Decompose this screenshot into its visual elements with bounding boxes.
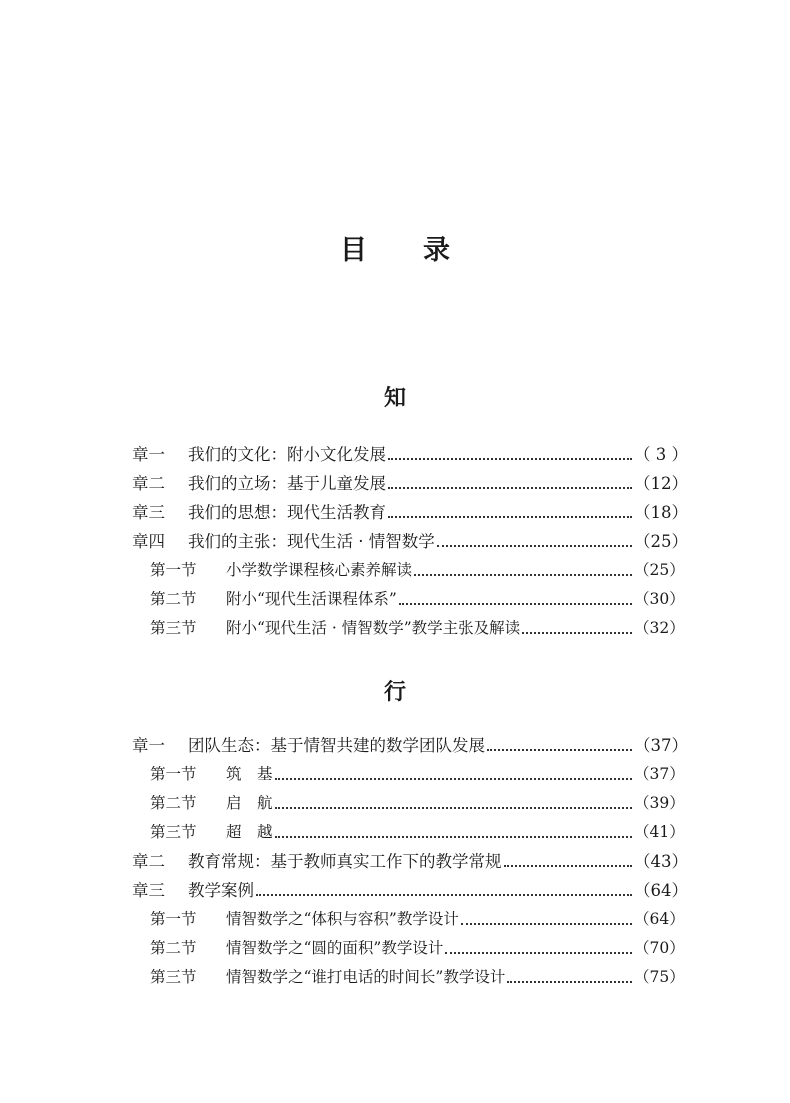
entry-page: （75） <box>634 968 685 986</box>
entry-number: 章二 <box>132 852 165 871</box>
entry-title: 超 越 <box>226 823 273 841</box>
entry-page: （32） <box>634 619 685 637</box>
entry-page: （18） <box>634 503 688 522</box>
entry-number: 第一节 <box>150 561 197 579</box>
entry-number: 第二节 <box>150 939 197 957</box>
toc-part-zhi <box>132 440 688 643</box>
entry-title: 启 航 <box>226 794 273 812</box>
entry-title: 附小“现代生活课程体系” <box>226 590 397 608</box>
toc-entry[interactable] <box>132 585 684 614</box>
entry-title: 我们的文化：附小文化发展 <box>188 445 386 464</box>
dot-leader <box>461 923 632 925</box>
toc-entry[interactable] <box>132 614 684 643</box>
entry-page: （25） <box>634 532 688 551</box>
toc-entry[interactable] <box>132 440 688 469</box>
entry-number: 第二节 <box>150 590 197 608</box>
entry-number: 章三 <box>132 503 165 522</box>
entry-title: 我们的思想：现代生活教育 <box>188 503 386 522</box>
part-heading-xing: 行 <box>383 679 406 705</box>
dot-leader <box>388 458 632 460</box>
entry-number: 章一 <box>132 736 165 755</box>
entry-title: 附小“现代生活 · 情智数学”教学主张及解读 <box>226 619 521 637</box>
entry-title: 我们的立场：基于儿童发展 <box>188 474 386 493</box>
entry-number: 第二节 <box>150 794 197 812</box>
entry-number: 章一 <box>132 445 165 464</box>
toc-entry[interactable] <box>132 556 684 585</box>
entry-number: 第三节 <box>150 823 197 841</box>
toc-entry[interactable] <box>132 963 684 992</box>
entry-number: 章四 <box>132 532 165 551</box>
entry-number: 第一节 <box>150 765 197 783</box>
entry-title: 筑 基 <box>226 765 273 783</box>
page-title-part1: 目 <box>340 235 367 266</box>
dot-leader <box>522 632 632 634</box>
dot-leader <box>437 545 632 547</box>
entry-page: （64） <box>634 881 688 900</box>
dot-leader <box>275 778 632 780</box>
entry-title: 教学案例 <box>188 881 254 900</box>
part-heading-zhi: 知 <box>383 385 406 411</box>
entry-page: （70） <box>634 939 685 957</box>
dot-leader <box>388 516 632 518</box>
entry-number: 第三节 <box>150 619 197 637</box>
entry-title: 团队生态：基于情智共建的数学团队发展 <box>188 736 485 755</box>
entry-page: （41） <box>634 823 685 841</box>
toc-part-xing <box>132 731 688 992</box>
toc-entry[interactable] <box>132 760 684 789</box>
toc-entry[interactable] <box>132 789 684 818</box>
entry-title: 教育常规：基于教师真实工作下的教学常规 <box>188 852 502 871</box>
entry-page: （37） <box>634 765 685 783</box>
toc-entry[interactable] <box>132 498 688 527</box>
entry-title: 小学数学课程核心素养解读 <box>226 561 413 579</box>
entry-page: （43） <box>634 852 688 871</box>
entry-number: 章三 <box>132 881 165 900</box>
entry-title: 情智数学之“体积与容积”教学设计 <box>226 910 459 928</box>
dot-leader <box>507 981 632 983</box>
entry-title: 情智数学之“圆的面积”教学设计 <box>226 939 444 957</box>
entry-page: （25） <box>634 561 685 579</box>
entry-page: （12） <box>634 474 688 493</box>
page-title <box>0 228 790 267</box>
entry-number: 第三节 <box>150 968 197 986</box>
toc-entry[interactable] <box>132 847 688 876</box>
dot-leader <box>487 749 632 751</box>
dot-leader <box>275 807 632 809</box>
dot-leader <box>388 487 632 489</box>
dot-leader <box>256 894 632 896</box>
entry-page: （64） <box>634 910 685 928</box>
toc-entry[interactable] <box>132 876 688 905</box>
entry-title: 情智数学之“谁打电话的时间长”教学设计 <box>226 968 506 986</box>
toc-entry[interactable] <box>132 469 688 498</box>
entry-page: （ 3 ） <box>634 445 688 464</box>
toc-entry[interactable] <box>132 934 684 963</box>
toc-entry[interactable] <box>132 818 684 847</box>
page-title-part2: 录 <box>423 235 450 266</box>
dot-leader <box>399 603 632 605</box>
entry-number: 章二 <box>132 474 165 493</box>
dot-leader <box>275 836 632 838</box>
entry-page: （30） <box>634 590 685 608</box>
toc-entry[interactable] <box>132 731 688 760</box>
toc-entry[interactable] <box>132 905 684 934</box>
toc-entry[interactable] <box>132 527 688 556</box>
entry-page: （39） <box>634 794 685 812</box>
entry-title: 我们的主张：现代生活 · 情智数学 <box>188 532 435 551</box>
dot-leader <box>414 574 632 576</box>
dot-leader <box>445 952 632 954</box>
entry-number: 第一节 <box>150 910 197 928</box>
dot-leader <box>504 865 633 867</box>
entry-page: （37） <box>634 736 688 755</box>
